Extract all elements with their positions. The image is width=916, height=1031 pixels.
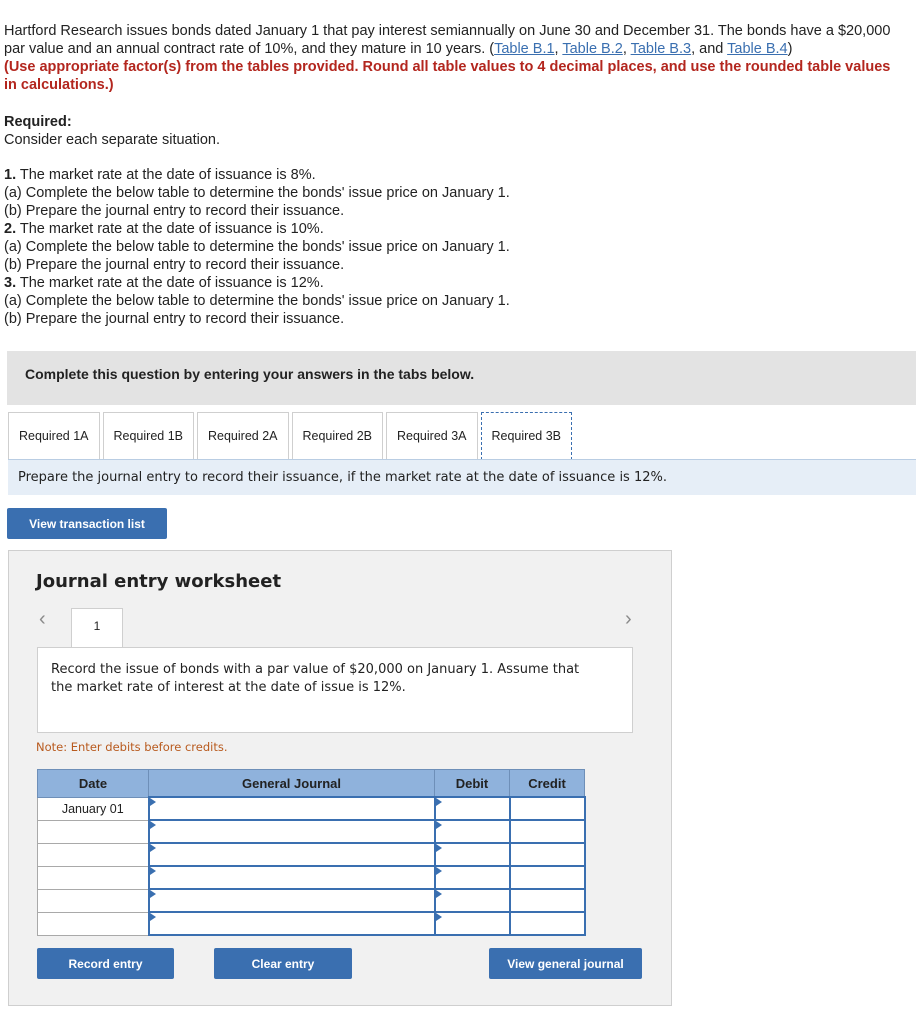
table-row	[38, 843, 585, 866]
dropdown-marker-icon	[436, 867, 442, 875]
clear-entry-button[interactable]: Clear entry	[214, 948, 352, 979]
table-row	[38, 889, 585, 912]
tab-required-2a[interactable]: Required 2A	[197, 412, 289, 459]
banner-text: Complete this question by entering your answers in the tabs below.	[25, 366, 475, 382]
table-row	[38, 866, 585, 889]
table-row	[38, 797, 585, 820]
table-b4-link[interactable]: Table B.4	[727, 41, 788, 57]
table-b1-link[interactable]: Table B.1	[494, 41, 555, 57]
dropdown-marker-icon	[436, 913, 442, 921]
account-input[interactable]	[149, 889, 435, 912]
dropdown-marker-icon	[436, 890, 442, 898]
account-input[interactable]	[149, 797, 435, 820]
dropdown-marker-icon	[150, 867, 156, 875]
date-column-header: Date	[38, 770, 149, 798]
dropdown-marker-icon	[150, 844, 156, 852]
tab-required-2b[interactable]: Required 2B	[292, 412, 384, 459]
credit-input[interactable]	[510, 843, 585, 866]
debit-column-header: Debit	[435, 770, 510, 798]
dropdown-marker-icon	[150, 890, 156, 898]
date-cell[interactable]	[38, 843, 149, 866]
date-cell[interactable]	[38, 866, 149, 889]
required-heading: Required:	[4, 114, 72, 130]
dropdown-marker-icon	[150, 913, 156, 921]
debit-input[interactable]	[435, 797, 510, 820]
credit-input[interactable]	[510, 866, 585, 889]
part-1-text: The market rate at the date of issuance is 8%.	[19, 167, 316, 183]
view-transaction-list-button[interactable]: View transaction list	[7, 508, 167, 539]
tab-bar	[8, 412, 575, 460]
general-journal-column-header: General Journal	[149, 770, 435, 798]
and-text: and	[699, 41, 724, 57]
part-2-text: The market rate at the date of issuance is 10%.	[19, 221, 324, 237]
debit-input[interactable]	[435, 912, 510, 935]
account-input[interactable]	[149, 820, 435, 843]
part-3-number: 3.	[4, 275, 17, 291]
instructions-banner	[7, 351, 916, 405]
part-3b-text: (b) Prepare the journal entry to record their issuance.	[4, 311, 345, 327]
record-entry-button[interactable]: Record entry	[37, 948, 174, 979]
date-cell[interactable]	[38, 889, 149, 912]
credit-column-header: Credit	[510, 770, 585, 798]
dropdown-marker-icon	[436, 844, 442, 852]
tab-required-1a[interactable]: Required 1A	[8, 412, 100, 459]
table-row	[38, 912, 585, 935]
credit-input[interactable]	[510, 912, 585, 935]
credit-input[interactable]	[510, 820, 585, 843]
journal-entry-worksheet	[8, 550, 672, 1006]
entry-note: Note: Enter debits before credits.	[36, 740, 228, 754]
part-2a-text: (a) Complete the below table to determine the bonds' issue price on January 1.	[4, 239, 510, 255]
required-subheading: Consider each separate situation.	[4, 132, 221, 148]
intro-text: Hartford Research issues bonds dated January 1 that pay interest semiannually on June 30 and December 31. The bonds have a $20,000 par value and an annual contract rate of 10%, and they mature in 10 years. (	[4, 23, 891, 57]
debit-input[interactable]	[435, 889, 510, 912]
tab-required-3b[interactable]: Required 3B	[481, 412, 573, 460]
worksheet-title: Journal entry worksheet	[36, 571, 282, 592]
part-1b-text: (b) Prepare the journal entry to record their issuance.	[4, 203, 345, 219]
dropdown-marker-icon	[436, 821, 442, 829]
date-cell[interactable]: January 01	[38, 797, 149, 820]
part-2-number: 2.	[4, 221, 17, 237]
worksheet-page-tab[interactable]: 1	[71, 608, 123, 649]
table-row	[38, 820, 585, 843]
account-input[interactable]	[149, 912, 435, 935]
tab-required-1b[interactable]: Required 1B	[103, 412, 195, 459]
general-journal-table	[37, 769, 586, 936]
table-b2-link[interactable]: Table B.2	[562, 41, 623, 57]
view-general-journal-button[interactable]: View general journal	[489, 948, 642, 979]
credit-input[interactable]	[510, 889, 585, 912]
account-input[interactable]	[149, 843, 435, 866]
part-3a-text: (a) Complete the below table to determine the bonds' issue price on January 1.	[4, 293, 510, 309]
entry-description: Record the issue of bonds with a par value of $20,000 on January 1. Assume that the market rate of interest at the date of issue is 12%.	[51, 662, 580, 695]
part-1a-text: (a) Complete the below table to determine the bonds' issue price on January 1.	[4, 185, 510, 201]
date-cell[interactable]	[38, 820, 149, 843]
part-3-text: The market rate at the date of issuance is 12%.	[19, 275, 324, 291]
required-section	[4, 113, 220, 149]
required-parts	[4, 166, 510, 328]
tab-instruction-text: Prepare the journal entry to record their issuance, if the market rate at the date of issuance is 12%.	[18, 470, 667, 485]
entry-description-box	[37, 647, 633, 733]
part-2b-text: (b) Prepare the journal entry to record their issuance.	[4, 257, 345, 273]
dropdown-marker-icon	[150, 821, 156, 829]
debit-input[interactable]	[435, 820, 510, 843]
debit-input[interactable]	[435, 866, 510, 889]
rounding-warning: (Use appropriate factor(s) from the tables provided. Round all table values to 4 decimal places, and use the rounded table values in calculations.)	[4, 59, 891, 93]
part-1-number: 1.	[4, 167, 17, 183]
chevron-right-icon[interactable]: ›	[625, 608, 632, 630]
dropdown-marker-icon	[150, 798, 156, 806]
credit-input[interactable]	[510, 797, 585, 820]
chevron-left-icon[interactable]: ‹	[39, 608, 46, 630]
table-b3-link[interactable]: Table B.3	[630, 41, 692, 57]
dropdown-marker-icon	[436, 798, 442, 806]
debit-input[interactable]	[435, 843, 510, 866]
tab-required-3a[interactable]: Required 3A	[386, 412, 478, 459]
account-input[interactable]	[149, 866, 435, 889]
date-cell[interactable]	[38, 912, 149, 935]
problem-intro: Hartford Research issues bonds dated January 1 that pay interest semiannually on June 30 and December 31. The bonds have a $20,000 par value and an annual contract rate of 10%, and they mature in 10 years. (Table B.1, Table B.2, Table B.3, and Table B.4) (Use appropriate factor(s) from the tables provided. Round all table values to 4 decimal places, and use the rounded table values in calculations.)	[4, 22, 904, 94]
tab-instruction	[8, 460, 916, 495]
